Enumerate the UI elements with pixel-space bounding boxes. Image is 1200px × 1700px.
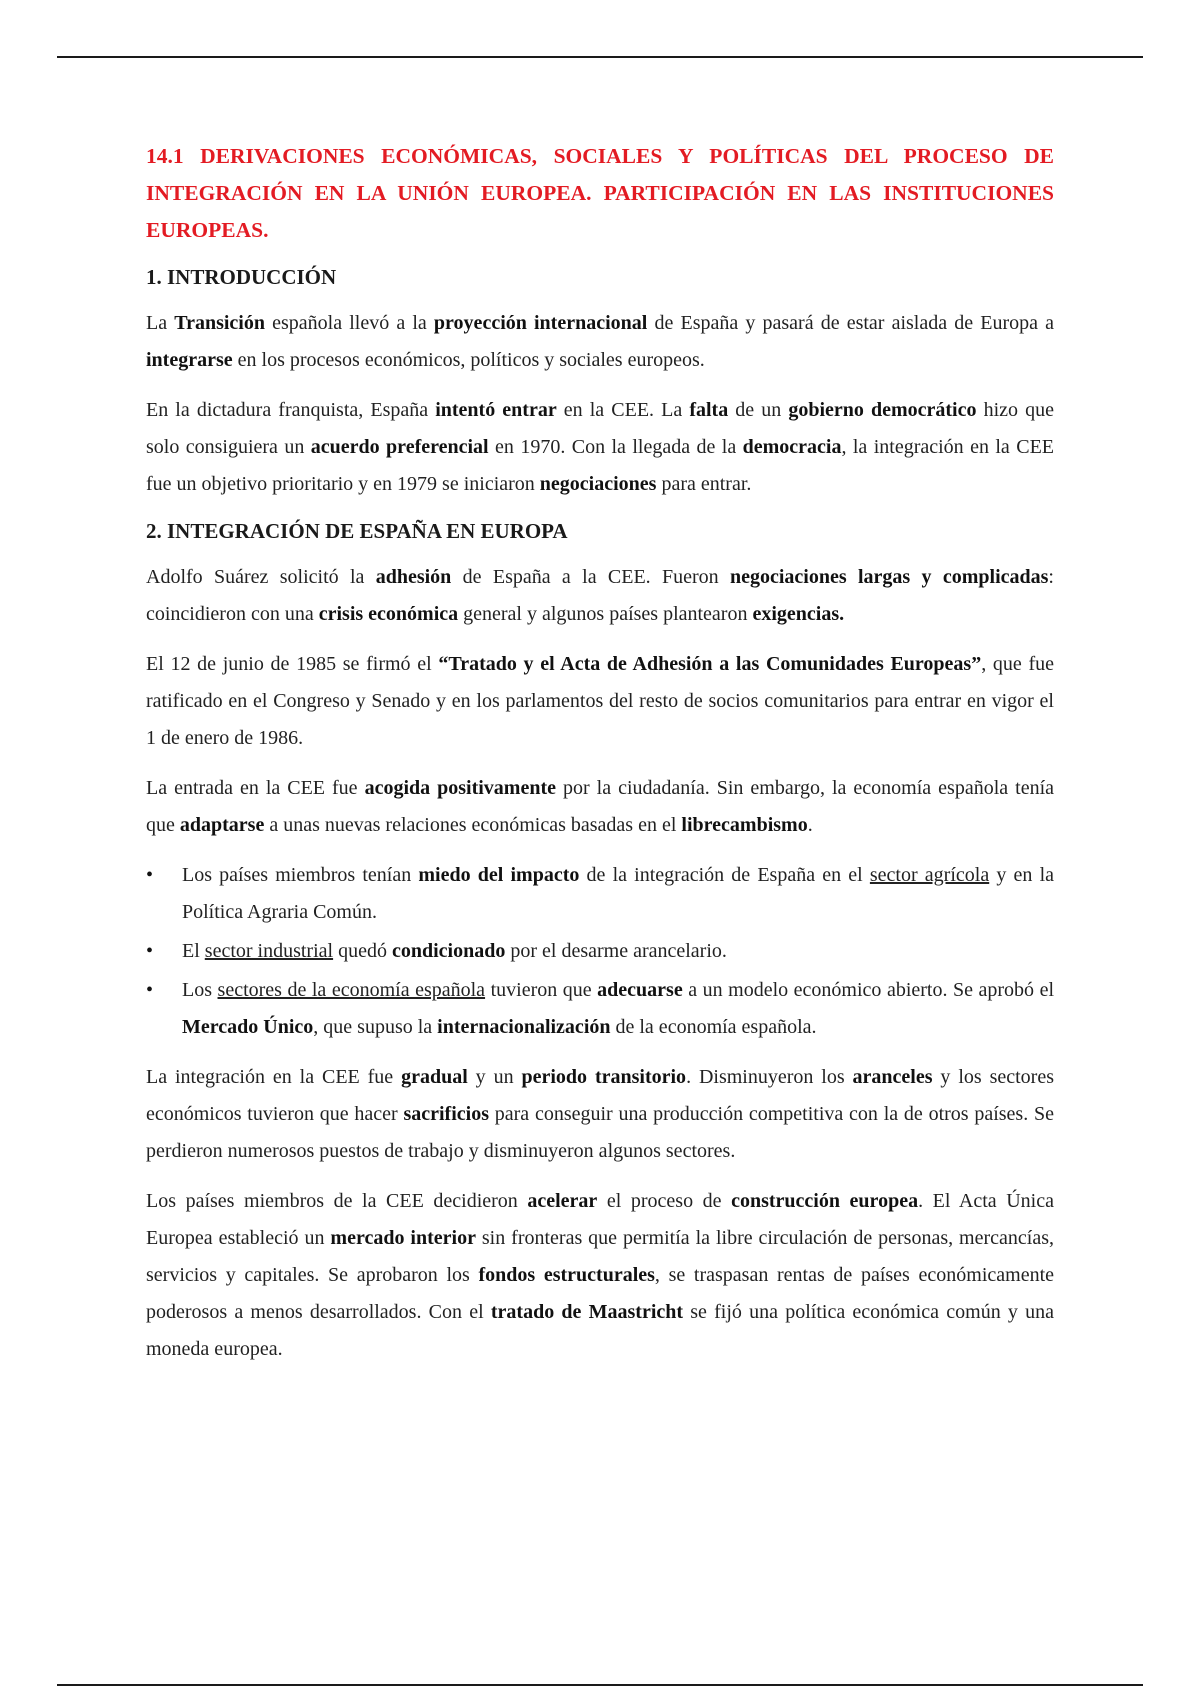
document-title: 14.1 DERIVACIONES ECONÓMICAS, SOCIALES Y POLÍTICAS DEL PROCESO DE INTEGRACIÓN EN LA UNIÓN EUROPEA. PARTICIPACIÓN EN LAS INSTITUCIONES EUROPEAS. bbox=[146, 144, 1054, 242]
bullet-list bbox=[146, 857, 1054, 1046]
paragraph: La entrada en la CEE fue acogida positivamente por la ciudadanía. Sin embargo, la economía española tenía que adaptarse a unas nuevas relaciones económicas basadas en el librecambismo. bbox=[146, 777, 1055, 836]
list-item: • Los sectores de la economía española tuvieron que adecuarse a un modelo económico abierto. Se aprobó el Mercado Único, que supuso la internacionalización de la economía española. bbox=[146, 972, 1054, 1046]
bullet-icon: • bbox=[146, 864, 154, 886]
bullet-icon: • bbox=[146, 979, 154, 1001]
document-body bbox=[146, 138, 1054, 1381]
bullet-icon: • bbox=[146, 940, 154, 962]
list-item: • El sector industrial quedó condicionado por el desarme arancelario. bbox=[146, 933, 1054, 970]
list-item: • Los países miembros tenían miedo del impacto de la integración de España en el sector agrícola y en la Política Agraria Común. bbox=[146, 857, 1054, 931]
section-heading-introduccion: 1. INTRODUCCIÓN bbox=[146, 265, 337, 289]
paragraph: La integración en la CEE fue gradual y un periodo transitorio. Disminuyeron los aranceles y los sectores económicos tuvieron que hacer sacrificios para conseguir una producción competitiva con la de otros países. Se perdieron numerosos puestos de trabajo y disminuyeron algunos sectores. bbox=[146, 1066, 1054, 1162]
paragraph: Adolfo Suárez solicitó la adhesión de España a la CEE. Fueron negociaciones largas y complicadas: coincidieron con una crisis económica general y algunos países plantearon exigencias. bbox=[146, 566, 1054, 625]
section-heading-integracion: 2. INTEGRACIÓN DE ESPAÑA EN EUROPA bbox=[146, 519, 568, 543]
paragraph: Los países miembros de la CEE decidieron acelerar el proceso de construcción europea. El Acta Única Europea estableció un mercado interior sin fronteras que permitía la libre circulación de personas, mercancías, servicios y capitales. Se aprobaron los fondos estructurales, se traspasan rentas de países económicamente poderosos a menos desarrollados. Con el tratado de Maastricht se fijó una política económica común y una moneda europea. bbox=[146, 1190, 1055, 1360]
paragraph: En la dictadura franquista, España intentó entrar en la CEE. La falta de un gobierno democrático hizo que solo consiguiera un acuerdo preferencial en 1970. Con la llegada de la democracia, la integración en la CEE fue un objetivo prioritario y en 1979 se iniciaron negociaciones para entrar. bbox=[146, 399, 1054, 495]
paragraph: La Transición española llevó a la proyección internacional de España y pasará de estar aislada de Europa a integrarse en los procesos económicos, políticos y sociales europeos. bbox=[146, 312, 1055, 371]
top-rule bbox=[57, 56, 1143, 58]
bottom-rule bbox=[57, 1684, 1143, 1686]
paragraph: El 12 de junio de 1985 se firmó el “Tratado y el Acta de Adhesión a las Comunidades Europeas”, que fue ratificado en el Congreso y Senado y en los parlamentos del resto de socios comunitarios para entrar en vigor el 1 de enero de 1986. bbox=[146, 653, 1055, 749]
